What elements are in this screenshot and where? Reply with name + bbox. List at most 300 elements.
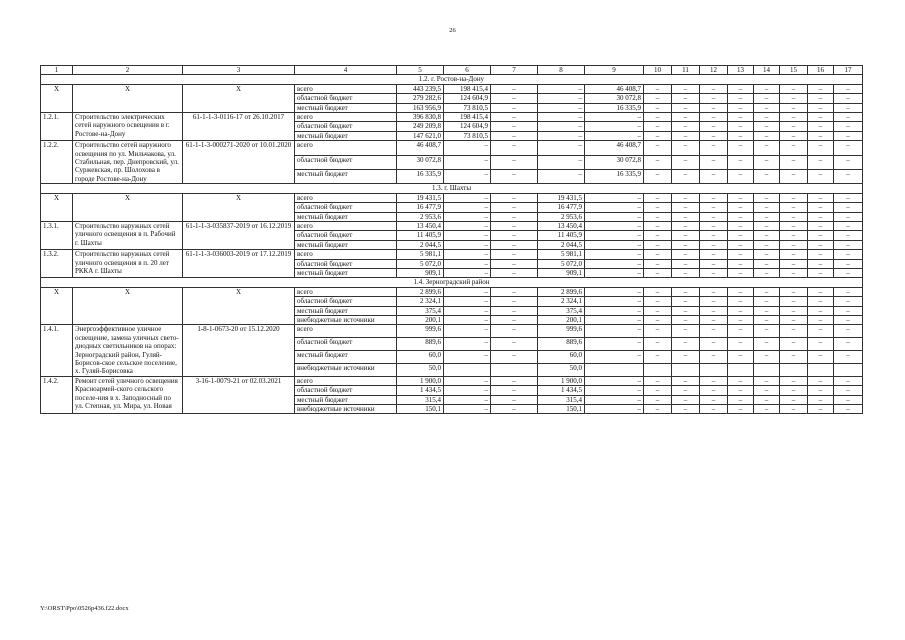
cell-total: 999,6 xyxy=(397,325,444,338)
cell-year-col11: – xyxy=(672,405,700,414)
cell-year-col14: – xyxy=(754,386,780,395)
cell-year-col13: – xyxy=(728,155,754,169)
cell-year-col11: – xyxy=(672,325,700,338)
cell-year-col17: – xyxy=(834,240,863,249)
cell-year-col16: – xyxy=(808,113,834,122)
cell-total: 2 044,5 xyxy=(397,240,444,249)
cell-year-col9: – xyxy=(585,297,644,306)
cell-year-col13: – xyxy=(728,386,754,395)
cell-year-col12: – xyxy=(700,315,728,324)
cell-year-col6: – xyxy=(444,240,491,249)
cell-year-col14: – xyxy=(754,84,780,93)
funding-source: областной бюджет xyxy=(295,155,397,169)
expertise-number: Х xyxy=(183,193,295,221)
cell-year-col7: – xyxy=(491,405,538,414)
expertise-number: 61-1-1-3-0116-17 от 26.10.2017 xyxy=(183,113,295,141)
cell-year-col14: – xyxy=(754,131,780,140)
column-number: 6 xyxy=(444,66,491,75)
cell-year-col16: – xyxy=(808,395,834,404)
cell-year-col6: – xyxy=(444,203,491,212)
cell-year-col13: – xyxy=(728,221,754,230)
cell-year-col8: 999,6 xyxy=(538,325,585,338)
cell-year-col12: – xyxy=(700,122,728,131)
cell-year-col7: – xyxy=(491,203,538,212)
cell-year-col6: 124 604,9 xyxy=(444,94,491,103)
cell-year-col7: – xyxy=(491,325,538,338)
column-number: 17 xyxy=(834,66,863,75)
page-number: 26 xyxy=(449,27,456,34)
cell-year-col10: – xyxy=(644,376,672,385)
cell-year-col17: – xyxy=(834,231,863,240)
cell-total: 147 621,0 xyxy=(397,131,444,140)
cell-total: 60,0 xyxy=(397,351,444,364)
cell-year-col7: – xyxy=(491,94,538,103)
cell-year-col9: – xyxy=(585,351,644,364)
cell-year-col12: – xyxy=(700,212,728,221)
cell-year-col17 xyxy=(834,363,863,376)
cell-year-col13: – xyxy=(728,405,754,414)
cell-year-col6: – xyxy=(444,325,491,338)
cell-year-col14: – xyxy=(754,212,780,221)
cell-year-col17: – xyxy=(834,155,863,169)
cell-year-col9: – xyxy=(585,287,644,296)
funding-source: всего xyxy=(295,84,397,93)
cell-year-col17: – xyxy=(834,169,863,183)
cell-year-col15: – xyxy=(780,306,808,315)
cell-year-col15: – xyxy=(780,259,808,268)
cell-year-col13: – xyxy=(728,376,754,385)
column-number: 13 xyxy=(728,66,754,75)
cell-year-col17: – xyxy=(834,268,863,277)
cell-year-col15: – xyxy=(780,122,808,131)
column-number: 10 xyxy=(644,66,672,75)
cell-total: 2 324,1 xyxy=(397,297,444,306)
cell-year-col10: – xyxy=(644,395,672,404)
funding-source: местный бюджет xyxy=(295,212,397,221)
object-name: Энергоэффективное уличное освещение, замена уличных свето-диодных светильников на опорах: Зерноградский район, Гуляй-Борисов-ское сельское поселение, х. Гуляй-Борисовка xyxy=(73,325,183,376)
cell-year-col8: – xyxy=(538,155,585,169)
cell-year-col7: – xyxy=(491,169,538,183)
object-name: Строительство наружных сетей уличного освещения в п. 20 лет РККА г. Шахты xyxy=(73,250,183,278)
cell-year-col11: – xyxy=(672,122,700,131)
cell-year-col9: – xyxy=(585,240,644,249)
cell-year-col7: – xyxy=(491,259,538,268)
cell-year-col7: – xyxy=(491,231,538,240)
cell-year-col9: – xyxy=(585,376,644,385)
cell-total: 150,1 xyxy=(397,405,444,414)
cell-year-col17: – xyxy=(834,141,863,155)
cell-year-col10: – xyxy=(644,155,672,169)
cell-year-col13: – xyxy=(728,113,754,122)
column-number-row xyxy=(41,66,863,75)
cell-year-col12: – xyxy=(700,386,728,395)
cell-year-col17: – xyxy=(834,315,863,324)
cell-total: 30 072,8 xyxy=(397,155,444,169)
cell-year-col12: – xyxy=(700,268,728,277)
cell-year-col8: 909,1 xyxy=(538,268,585,277)
object-name: Строительство сетей наружного освещения по ул. Мильчакова, ул. Стабильная, пер. Днепровский, ул. Суржевская, пр. Шолохова в городе Ростове-на-Дону xyxy=(73,141,183,184)
cell-year-col15: – xyxy=(780,240,808,249)
cell-year-col17: – xyxy=(834,212,863,221)
cell-year-col11: – xyxy=(672,268,700,277)
cell-total: 375,4 xyxy=(397,306,444,315)
cell-year-col7: – xyxy=(491,141,538,155)
cell-year-col14: – xyxy=(754,405,780,414)
cell-year-col11: – xyxy=(672,376,700,385)
funding-source: областной бюджет xyxy=(295,203,397,212)
cell-year-col6: – xyxy=(444,169,491,183)
cell-total: 315,4 xyxy=(397,395,444,404)
cell-year-col10: – xyxy=(644,193,672,202)
cell-year-col15: – xyxy=(780,287,808,296)
cell-year-col13: – xyxy=(728,231,754,240)
cell-year-col6: – xyxy=(444,315,491,324)
cell-year-col14: – xyxy=(754,297,780,306)
cell-year-col6: – xyxy=(444,231,491,240)
cell-year-col16: – xyxy=(808,338,834,351)
table-row xyxy=(41,287,863,296)
cell-year-col14: – xyxy=(754,351,780,364)
cell-year-col6: – xyxy=(444,338,491,351)
cell-year-col11: – xyxy=(672,240,700,249)
cell-year-col8: 889,6 xyxy=(538,338,585,351)
cell-year-col15: – xyxy=(780,351,808,364)
cell-year-col17: – xyxy=(834,203,863,212)
cell-year-col15: – xyxy=(780,131,808,140)
cell-year-col12: – xyxy=(700,155,728,169)
cell-year-col12: – xyxy=(700,325,728,338)
column-number: 7 xyxy=(491,66,538,75)
cell-year-col11 xyxy=(672,363,700,376)
cell-year-col11: – xyxy=(672,315,700,324)
cell-year-col7: – xyxy=(491,338,538,351)
cell-year-col11: – xyxy=(672,94,700,103)
table-row xyxy=(41,193,863,202)
cell-year-col7: – xyxy=(491,395,538,404)
cell-year-col16: – xyxy=(808,122,834,131)
cell-year-col16: – xyxy=(808,405,834,414)
cell-year-col14: – xyxy=(754,259,780,268)
section-header-row xyxy=(41,75,863,84)
cell-year-col15: – xyxy=(780,315,808,324)
cell-year-col12: – xyxy=(700,287,728,296)
cell-total: 1 434,5 xyxy=(397,386,444,395)
cell-year-col7: – xyxy=(491,306,538,315)
cell-year-col11: – xyxy=(672,141,700,155)
cell-year-col12: – xyxy=(700,94,728,103)
cell-year-col15: – xyxy=(780,141,808,155)
cell-year-col13: – xyxy=(728,351,754,364)
cell-year-col6: 73 810,5 xyxy=(444,131,491,140)
cell-year-col6: – xyxy=(444,155,491,169)
item-number: 1.4.1. xyxy=(41,325,73,376)
cell-total: 16 477,9 xyxy=(397,203,444,212)
funding-source: всего xyxy=(295,221,397,230)
cell-total: 13 450,4 xyxy=(397,221,444,230)
column-number: 11 xyxy=(672,66,700,75)
object-name: Х xyxy=(73,193,183,221)
cell-year-col14: – xyxy=(754,315,780,324)
cell-year-col9: – xyxy=(585,405,644,414)
cell-total: 5 981,1 xyxy=(397,250,444,259)
cell-year-col16: – xyxy=(808,268,834,277)
cell-year-col17: – xyxy=(834,351,863,364)
cell-year-col17: – xyxy=(834,103,863,112)
cell-year-col13: – xyxy=(728,338,754,351)
cell-year-col14: – xyxy=(754,155,780,169)
cell-total: 443 239,5 xyxy=(397,84,444,93)
cell-year-col8: 2 044,5 xyxy=(538,240,585,249)
funding-source: внебюджетные источники xyxy=(295,405,397,414)
cell-year-col10: – xyxy=(644,240,672,249)
cell-year-col16: – xyxy=(808,212,834,221)
cell-year-col17: – xyxy=(834,376,863,385)
cell-year-col8: 1 900,0 xyxy=(538,376,585,385)
cell-year-col8: – xyxy=(538,113,585,122)
cell-total: 11 405,9 xyxy=(397,231,444,240)
cell-year-col9: 46 408,7 xyxy=(585,141,644,155)
cell-year-col6: – xyxy=(444,193,491,202)
cell-year-col17: – xyxy=(834,395,863,404)
cell-year-col13: – xyxy=(728,259,754,268)
cell-year-col13: – xyxy=(728,306,754,315)
cell-year-col17: – xyxy=(834,386,863,395)
cell-year-col9: 30 072,8 xyxy=(585,94,644,103)
cell-year-col10: – xyxy=(644,131,672,140)
cell-year-col13: – xyxy=(728,193,754,202)
cell-year-col8: 19 431,5 xyxy=(538,193,585,202)
cell-year-col10: – xyxy=(644,325,672,338)
cell-year-col9: – xyxy=(585,250,644,259)
column-number: 14 xyxy=(754,66,780,75)
cell-year-col15: – xyxy=(780,221,808,230)
cell-year-col14: – xyxy=(754,338,780,351)
object-name: Строительство наружных сетей уличного освещения в п. Рабочий г. Шахты xyxy=(73,221,183,249)
cell-year-col11: – xyxy=(672,231,700,240)
cell-year-col14: – xyxy=(754,268,780,277)
cell-year-col8: – xyxy=(538,141,585,155)
cell-year-col15: – xyxy=(780,395,808,404)
funding-source: местный бюджет xyxy=(295,351,397,364)
cell-year-col10: – xyxy=(644,169,672,183)
cell-year-col6: – xyxy=(444,395,491,404)
cell-year-col10: – xyxy=(644,297,672,306)
cell-year-col13: – xyxy=(728,268,754,277)
cell-year-col10: – xyxy=(644,203,672,212)
cell-year-col8: 16 477,9 xyxy=(538,203,585,212)
cell-year-col8: – xyxy=(538,94,585,103)
cell-year-col16: – xyxy=(808,94,834,103)
cell-year-col6: – xyxy=(444,405,491,414)
cell-year-col16: – xyxy=(808,351,834,364)
funding-source: местный бюджет xyxy=(295,131,397,140)
column-number: 12 xyxy=(700,66,728,75)
cell-year-col16: – xyxy=(808,221,834,230)
cell-year-col9: 46 408,7 xyxy=(585,84,644,93)
cell-year-col17: – xyxy=(834,94,863,103)
funding-source: местный бюджет xyxy=(295,240,397,249)
cell-year-col11: – xyxy=(672,193,700,202)
funding-source: всего xyxy=(295,287,397,296)
cell-year-col16: – xyxy=(808,141,834,155)
cell-year-col11: – xyxy=(672,131,700,140)
cell-year-col12: – xyxy=(700,376,728,385)
cell-year-col12: – xyxy=(700,131,728,140)
cell-year-col14: – xyxy=(754,221,780,230)
cell-year-col14: – xyxy=(754,169,780,183)
cell-year-col9: – xyxy=(585,268,644,277)
section-title: 1.4. Зерноградский район xyxy=(41,278,863,287)
cell-year-col8: 2 324,1 xyxy=(538,297,585,306)
cell-year-col14: – xyxy=(754,141,780,155)
funding-source: местный бюджет xyxy=(295,268,397,277)
cell-year-col7: – xyxy=(491,268,538,277)
cell-year-col10: – xyxy=(644,259,672,268)
cell-year-col17: – xyxy=(834,338,863,351)
cell-year-col7: – xyxy=(491,315,538,324)
cell-year-col14: – xyxy=(754,193,780,202)
cell-year-col16: – xyxy=(808,297,834,306)
cell-total: 396 830,8 xyxy=(397,113,444,122)
expertise-number: Х xyxy=(183,84,295,112)
column-number: 8 xyxy=(538,66,585,75)
cell-year-col17: – xyxy=(834,84,863,93)
cell-total: 16 335,9 xyxy=(397,169,444,183)
cell-year-col14: – xyxy=(754,103,780,112)
cell-year-col10: – xyxy=(644,103,672,112)
funding-source: областной бюджет xyxy=(295,231,397,240)
table-row xyxy=(41,113,863,122)
cell-year-col6: – xyxy=(444,306,491,315)
cell-year-col12: – xyxy=(700,193,728,202)
cell-year-col11: – xyxy=(672,297,700,306)
cell-year-col6: – xyxy=(444,141,491,155)
item-number: 1.4.2. xyxy=(41,376,73,414)
cell-year-col13: – xyxy=(728,240,754,249)
cell-year-col13: – xyxy=(728,212,754,221)
cell-year-col11: – xyxy=(672,212,700,221)
cell-year-col11: – xyxy=(672,250,700,259)
cell-year-col13: – xyxy=(728,84,754,93)
funding-source: всего xyxy=(295,325,397,338)
cell-year-col14: – xyxy=(754,325,780,338)
financing-table xyxy=(40,65,863,414)
cell-year-col6: 124 604,9 xyxy=(444,122,491,131)
cell-year-col14: – xyxy=(754,306,780,315)
cell-year-col15: – xyxy=(780,84,808,93)
cell-year-col7: – xyxy=(491,103,538,112)
cell-year-col6: 198 415,4 xyxy=(444,113,491,122)
cell-year-col16: – xyxy=(808,203,834,212)
cell-year-col9: 30 072,8 xyxy=(585,155,644,169)
cell-year-col15: – xyxy=(780,94,808,103)
cell-total: 19 431,5 xyxy=(397,193,444,202)
cell-year-col15: – xyxy=(780,212,808,221)
cell-year-col9: – xyxy=(585,395,644,404)
cell-year-col8: 5 072,0 xyxy=(538,259,585,268)
table-row xyxy=(41,250,863,259)
funding-source: всего xyxy=(295,141,397,155)
cell-year-col17: – xyxy=(834,122,863,131)
cell-year-col9: – xyxy=(585,386,644,395)
cell-year-col13: – xyxy=(728,287,754,296)
cell-year-col11: – xyxy=(672,338,700,351)
cell-year-col13: – xyxy=(728,315,754,324)
cell-year-col9 xyxy=(585,363,644,376)
item-number: Х xyxy=(41,287,73,325)
cell-year-col13: – xyxy=(728,141,754,155)
cell-total: 46 408,7 xyxy=(397,141,444,155)
cell-year-col10: – xyxy=(644,386,672,395)
cell-year-col12: – xyxy=(700,297,728,306)
file-path-footer: Y:\ORST\Ppo\0526p436.f22.docx xyxy=(40,605,129,612)
column-number: 1 xyxy=(41,66,73,75)
funding-source: внебюджетные источники xyxy=(295,363,397,376)
cell-year-col17: – xyxy=(834,113,863,122)
cell-year-col15: – xyxy=(780,113,808,122)
cell-year-col14: – xyxy=(754,203,780,212)
cell-year-col12: – xyxy=(700,113,728,122)
cell-year-col17: – xyxy=(834,405,863,414)
cell-year-col15: – xyxy=(780,193,808,202)
cell-year-col16: – xyxy=(808,240,834,249)
cell-year-col10: – xyxy=(644,122,672,131)
cell-year-col13: – xyxy=(728,94,754,103)
table-row xyxy=(41,221,863,230)
cell-year-col16: – xyxy=(808,250,834,259)
cell-total: 200,1 xyxy=(397,315,444,324)
cell-year-col6 xyxy=(444,363,491,376)
cell-year-col16: – xyxy=(808,306,834,315)
cell-year-col15: – xyxy=(780,155,808,169)
cell-year-col6: – xyxy=(444,297,491,306)
cell-year-col13: – xyxy=(728,169,754,183)
cell-year-col8: 1 434,5 xyxy=(538,386,585,395)
cell-year-col16: – xyxy=(808,315,834,324)
funding-source: областной бюджет xyxy=(295,338,397,351)
cell-year-col16: – xyxy=(808,386,834,395)
cell-year-col10: – xyxy=(644,141,672,155)
cell-year-col10: – xyxy=(644,84,672,93)
column-number: 3 xyxy=(183,66,295,75)
funding-source: всего xyxy=(295,113,397,122)
cell-year-col17: – xyxy=(834,131,863,140)
cell-year-col13: – xyxy=(728,297,754,306)
cell-year-col14: – xyxy=(754,113,780,122)
cell-year-col14: – xyxy=(754,287,780,296)
cell-year-col6: 198 415,4 xyxy=(444,84,491,93)
cell-year-col7: – xyxy=(491,386,538,395)
cell-year-col13: – xyxy=(728,325,754,338)
table-row xyxy=(41,84,863,93)
cell-year-col13: – xyxy=(728,395,754,404)
cell-year-col11: – xyxy=(672,103,700,112)
cell-year-col12: – xyxy=(700,231,728,240)
item-number: Х xyxy=(41,84,73,112)
cell-year-col10: – xyxy=(644,113,672,122)
cell-year-col8: 5 981,1 xyxy=(538,250,585,259)
cell-year-col8: 375,4 xyxy=(538,306,585,315)
expertise-number: Х xyxy=(183,287,295,325)
cell-year-col15: – xyxy=(780,169,808,183)
cell-year-col10: – xyxy=(644,94,672,103)
cell-year-col11: – xyxy=(672,155,700,169)
cell-total: 5 072,0 xyxy=(397,259,444,268)
funding-source: областной бюджет xyxy=(295,94,397,103)
cell-year-col16: – xyxy=(808,131,834,140)
cell-year-col13: – xyxy=(728,131,754,140)
cell-year-col8: 50,0 xyxy=(538,363,585,376)
